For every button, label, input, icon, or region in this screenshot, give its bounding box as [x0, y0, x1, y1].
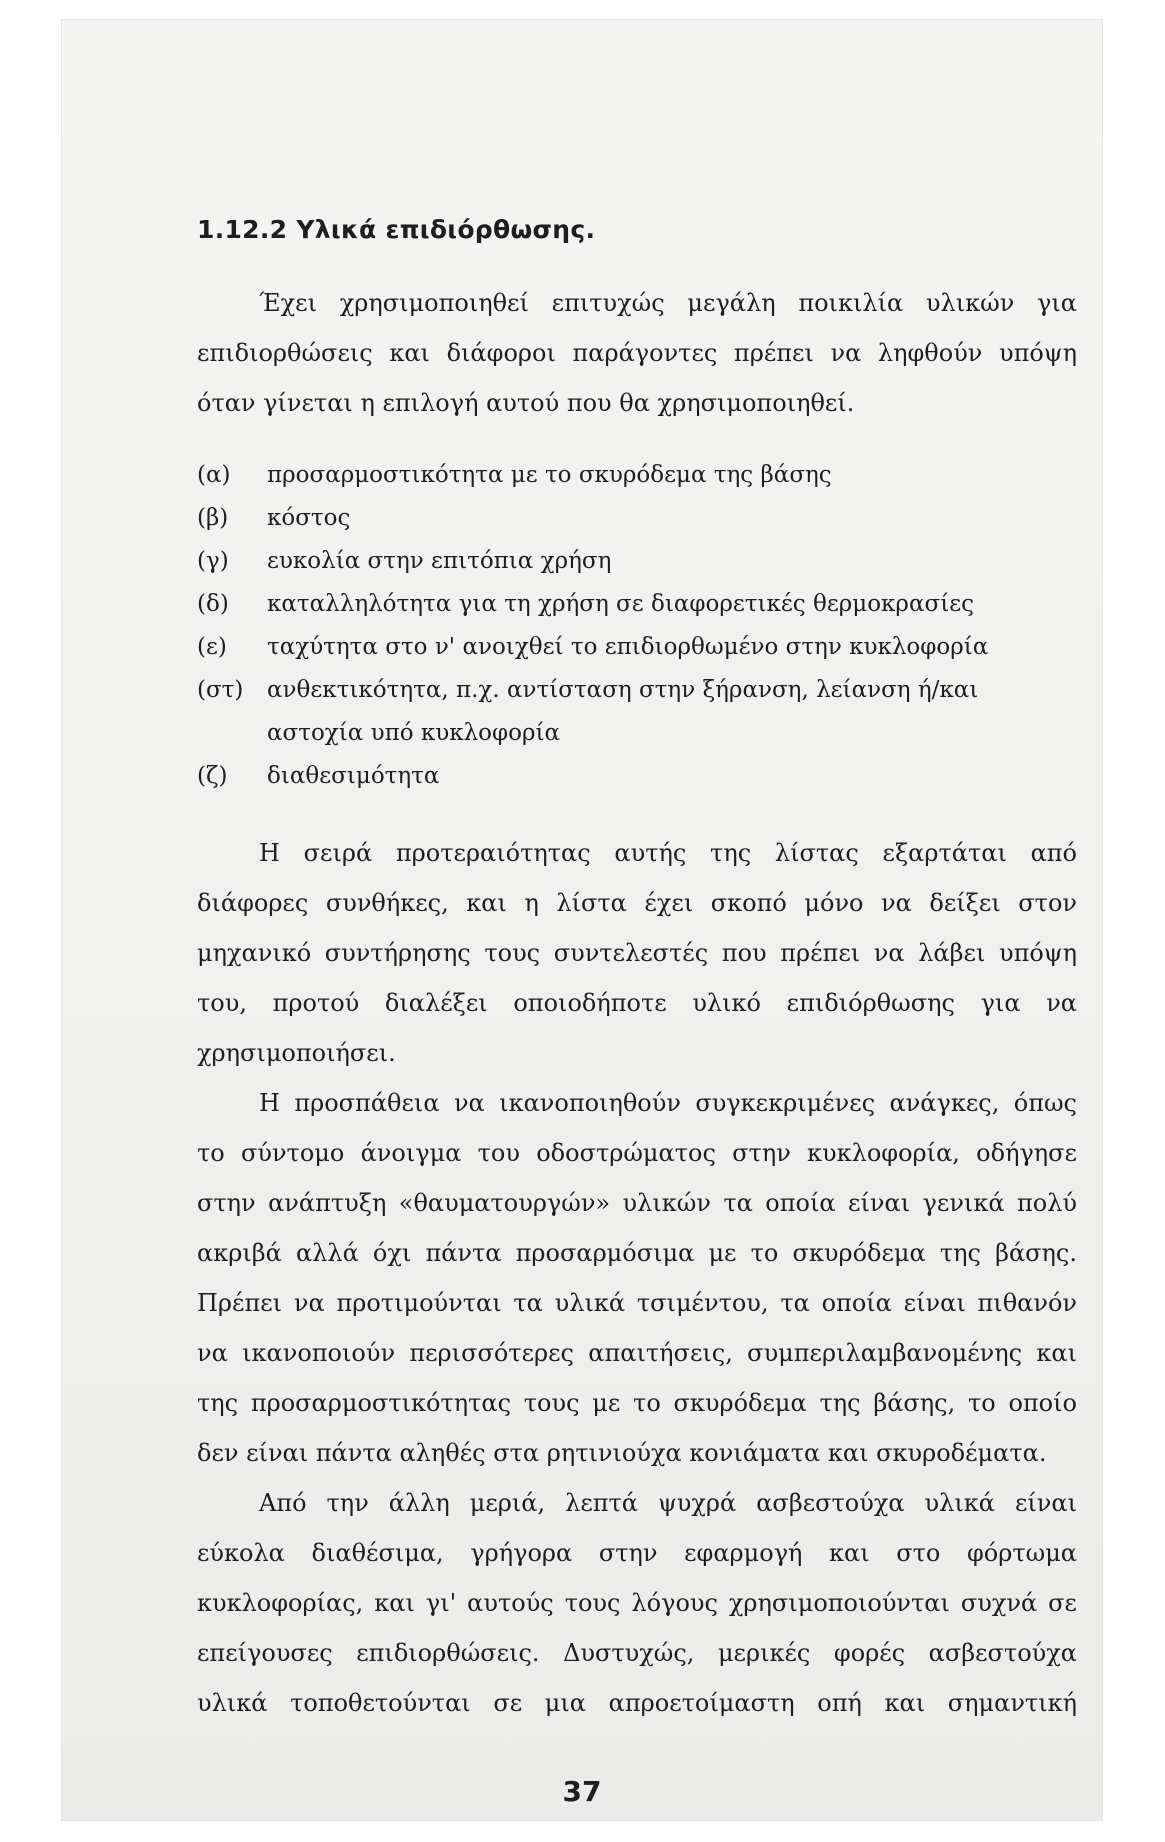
- text-line: υλικά τοποθετούνται σε μια απροετοίμαστη οπή και σημαντική: [197, 1689, 1077, 1717]
- list-item: [197, 626, 1077, 669]
- list-marker: (β): [197, 505, 229, 531]
- text-line: στην ανάπτυξη «θαυματουργών» υλικών τα οποία είναι γενικά πολύ: [197, 1189, 1077, 1217]
- list-text: ταχύτητα στο ν' ανοιχθεί το επιδιορθωμένο στην κυκλοφορία: [267, 634, 989, 660]
- text-line: Πρέπει να προτιμούνται τα υλικά τσιμέντου, τα οποία είναι πιθανόν: [197, 1289, 1077, 1317]
- text-line: Η σειρά προτεραιότητας αυτής της λίστας εξαρτάται από: [259, 839, 1077, 867]
- list-text: καταλληλότητα για τη χρήση σε διαφορετικές θερμοκρασίες: [267, 591, 975, 617]
- text-line: Η προσπάθεια να ικανοποιηθούν συγκεκριμένες ανάγκες, όπως: [259, 1089, 1077, 1117]
- text-line: κυκλοφορίας, και γι' αυτούς τους λόγους χρησιμοποιούνται συχνά σε: [197, 1589, 1077, 1617]
- list-text: ανθεκτικότητα, π.χ. αντίσταση στην ξήρανση, λείανση ή/και: [267, 677, 979, 703]
- list-item: [197, 540, 1077, 583]
- page-number: 37: [562, 1775, 602, 1808]
- text-line: επιδιορθώσεις και διάφοροι παράγοντες πρέπει να ληφθούν υπόψη: [197, 339, 1077, 367]
- text-line: της προσαρμοστικότητας τους με το σκυρόδεμα της βάσης, το οποίο: [197, 1389, 1077, 1417]
- list-text: διαθεσιμότητα: [267, 763, 440, 789]
- list-marker: (δ): [197, 591, 229, 617]
- text-line: δεν είναι πάντα αληθές στα ρητινιούχα κονιάματα και σκυροδέματα.: [197, 1439, 1047, 1467]
- list-item: [197, 669, 1077, 712]
- list-marker: (στ): [197, 677, 244, 703]
- list-item: [197, 583, 1077, 626]
- list-marker: (ζ): [197, 763, 228, 789]
- text-line: εύκολα διαθέσιμα, γρήγορα στην εφαρμογή και στο φόρτωμα: [197, 1539, 1077, 1567]
- text-line: Από την άλλη μεριά, λεπτά ψυχρά ασβεστούχα υλικά είναι: [259, 1489, 1077, 1517]
- cold-materials-paragraph: [197, 1478, 1077, 1728]
- list-text: αστοχία υπό κυκλοφορία: [267, 720, 561, 746]
- list-text: κόστος: [267, 505, 351, 531]
- list-marker: [197, 712, 267, 755]
- priority-paragraph: [197, 828, 1077, 1078]
- factor-list: [197, 454, 1077, 798]
- list-text: ευκολία στην επιτόπια χρήση: [267, 548, 612, 574]
- text-line: να ικανοποιούν περισσότερες απαιτήσεις, συμπεριλαμβανομένης και: [197, 1339, 1077, 1367]
- text-line: χρησιμοποιήσει.: [197, 1039, 396, 1067]
- list-item: [197, 497, 1077, 540]
- text-line: επείγουσες επιδιορθώσεις. Δυστυχώς, μερικές φορές ασβεστούχα: [197, 1639, 1077, 1667]
- text-line: Έχει χρησιμοποιηθεί επιτυχώς μεγάλη ποικιλία υλικών για: [259, 289, 1077, 317]
- text-line: όταν γίνεται η επιλογή αυτού που θα χρησιμοποιηθεί.: [197, 389, 855, 417]
- text-line: του, προτού διαλέξει οποιοδήποτε υλικό επιδιόρθωσης για να: [197, 989, 1077, 1017]
- list-marker: (α): [197, 462, 231, 488]
- text-line: μηχανικό συντήρησης τους συντελεστές που πρέπει να λάβει υπόψη: [197, 939, 1077, 967]
- list-text: προσαρμοστικότητα με το σκυρόδεμα της βάσης: [267, 462, 832, 488]
- list-item: [197, 755, 1077, 798]
- intro-paragraph: [197, 278, 1077, 428]
- list-marker: (γ): [197, 548, 229, 574]
- text-line: το σύντομο άνοιγμα του οδοστρώματος στην κυκλοφορία, οδήγησε: [197, 1139, 1077, 1167]
- list-marker: (ε): [197, 634, 227, 660]
- list-item: [197, 454, 1077, 497]
- list-item: [197, 712, 1077, 755]
- page-content: [197, 215, 1077, 1728]
- text-line: ακριβά αλλά όχι πάντα προσαρμόσιμα με το σκυρόδεμα της βάσης.: [197, 1239, 1077, 1267]
- text-line: διάφορες συνθήκες, και η λίστα έχει σκοπό μόνο να δείξει στον: [197, 889, 1077, 917]
- section-title: 1.12.2 Υλικά επιδιόρθωσης.: [197, 215, 596, 244]
- document-page: [62, 20, 1102, 1820]
- materials-paragraph: [197, 1078, 1077, 1478]
